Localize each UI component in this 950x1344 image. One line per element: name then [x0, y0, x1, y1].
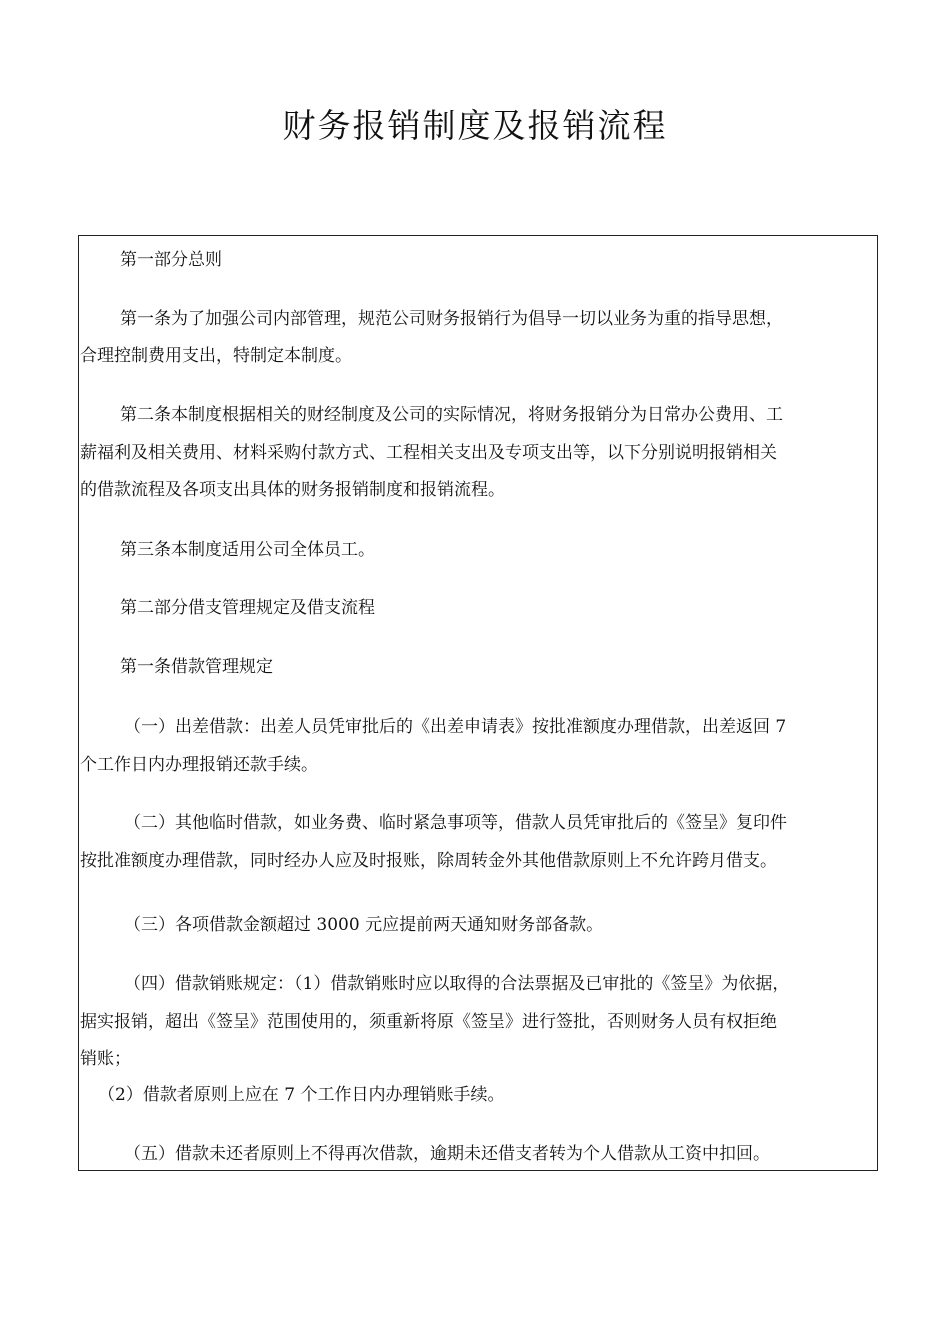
clause-4-line-1: （四）借款销账规定：（1）借款销账时应以取得的合法票据及已审批的《签呈》为依据， [124, 974, 790, 994]
article-2-line-2: 薪福利及相关费用、材料采购付款方式、工程相关支出及专项支出等，以下分别说明报销相关 [80, 443, 777, 463]
section-heading-loans: 第二部分借支管理规定及借支流程 [120, 598, 375, 618]
section-heading-general: 第一部分总则 [120, 250, 222, 270]
clause-1-line-1: （一）出差借款：出差人员凭审批后的《出差申请表》按批准额度办理借款，出差返回 7 [124, 717, 787, 737]
article-1-line-2: 合理控制费用支出，特制定本制度。 [80, 346, 352, 366]
article-2-line-3: 的借款流程及各项支出具体的财务报销制度和报销流程。 [80, 480, 505, 500]
article-2-line-1: 第二条本制度根据相关的财经制度及公司的实际情况，将财务报销分为日常办公费用、工 [120, 405, 783, 425]
clause-5-line: （五）借款未还者原则上不得再次借款，逾期未还借支者转为个人借款从工资中扣回。 [124, 1144, 770, 1164]
article-1-line-1: 第一条为了加强公司内部管理，规范公司财务报销行为倡导一切以业务为重的指导思想， [120, 309, 783, 329]
clause-2-line-2: 按批准额度办理借款，同时经办人应及时报账，除周转金外其他借款原则上不允许跨月借支。 [80, 851, 777, 871]
content-box [78, 235, 878, 1171]
clause-4-line-4: （2）借款者原则上应在 7 个工作日内办理销账手续。 [98, 1085, 505, 1105]
loan-article-1-heading: 第一条借款管理规定 [120, 657, 273, 677]
clause-3-line: （三）各项借款金额超过 3000 元应提前两天通知财务部备款。 [124, 915, 604, 935]
article-3-line: 第三条本制度适用公司全体员工。 [120, 540, 375, 560]
clause-4-line-2: 据实报销，超出《签呈》范围使用的，须重新将原《签呈》进行签批，否则财务人员有权拒绝 [80, 1012, 777, 1032]
document-title: 财务报销制度及报销流程 [282, 106, 668, 145]
clause-2-line-1: （二）其他临时借款，如业务费、临时紧急事项等，借款人员凭审批后的《签呈》复印件 [124, 813, 787, 833]
clause-4-line-3: 销账； [80, 1049, 131, 1069]
clause-1-line-2: 个工作日内办理报销还款手续。 [80, 755, 318, 775]
